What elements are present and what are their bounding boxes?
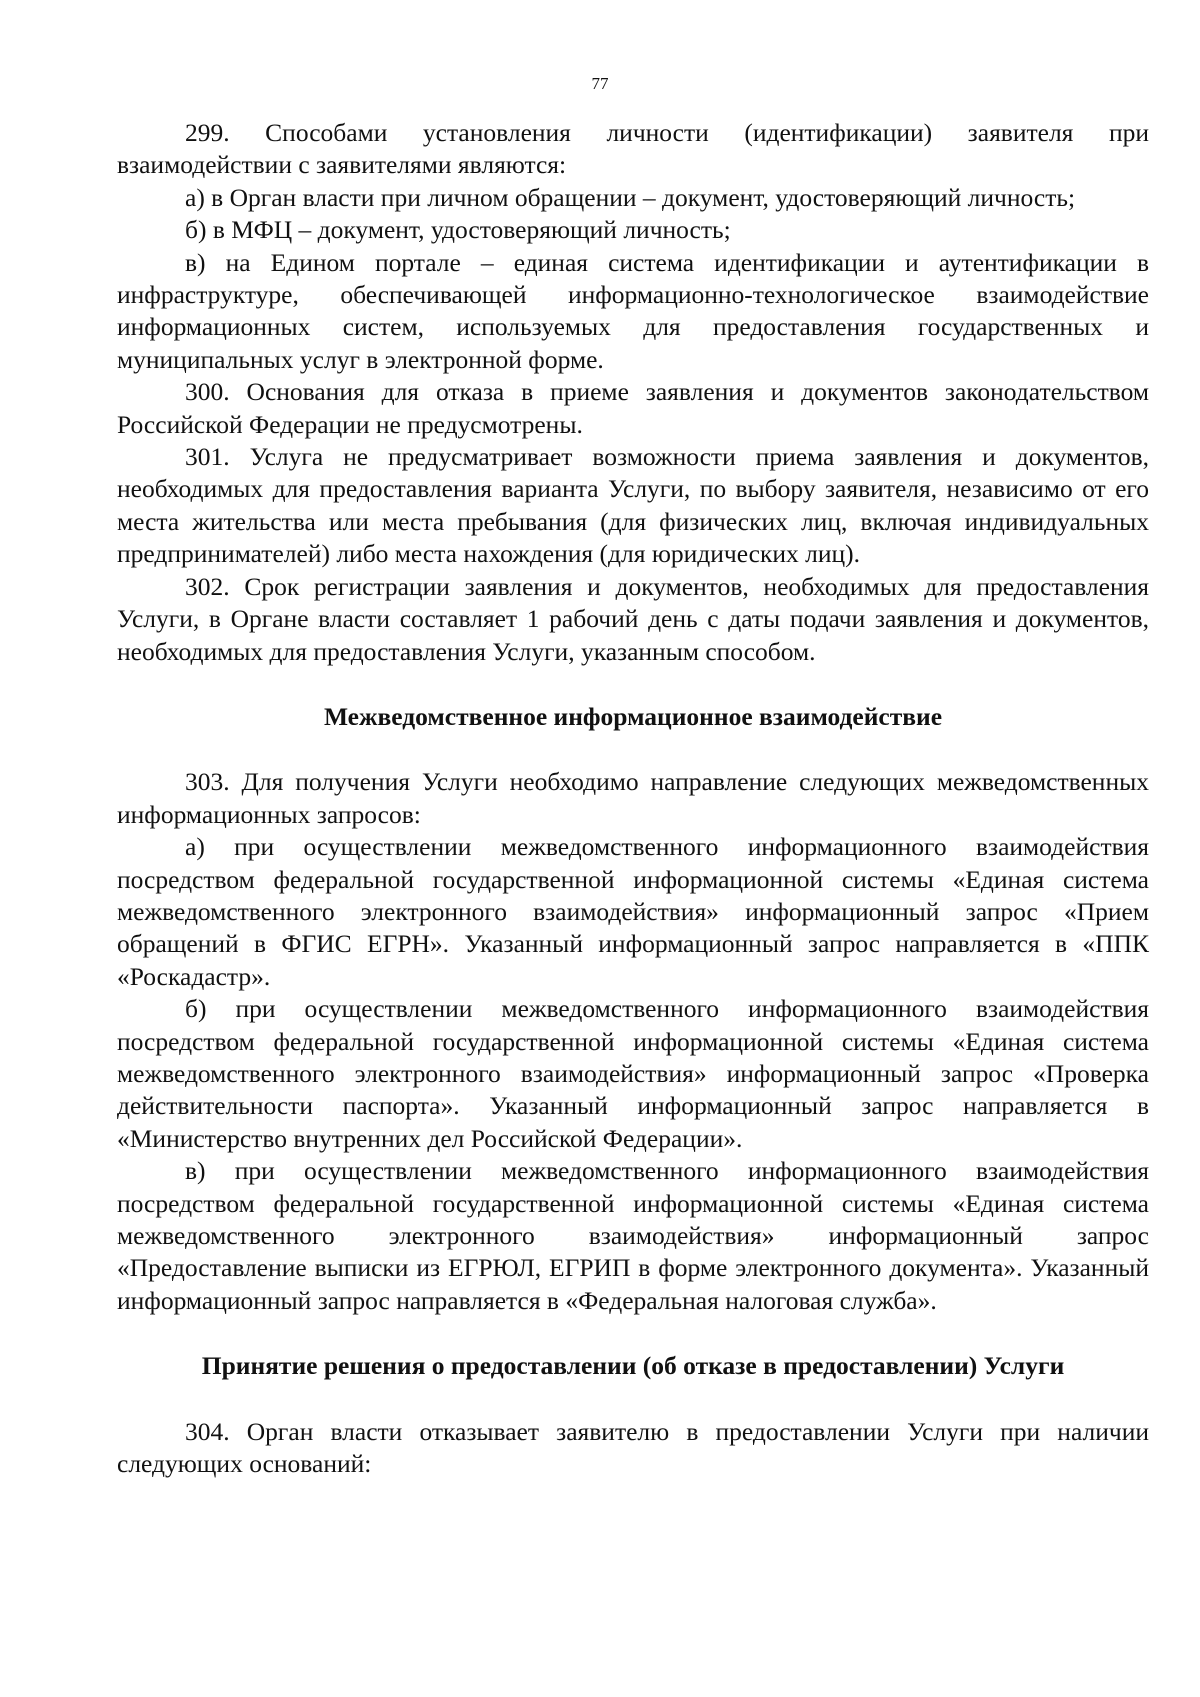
document-body [117,117,1149,1480]
paragraph-300: 300. Основания для отказа в приеме заявления и документов законодательством Российской Федерации не предусмотрены. [117,377,1149,439]
section-heading-interagency: Межведомственное информационное взаимодействие [323,701,943,731]
paragraph-303-a: а) при осуществлении межведомственного информационного взаимодействия посредством федеральной государственной информационной системы «Единая система межведомственного электронного взаимодействия» информационный запрос «Прием обращений в ФГИС ЕГРН». Указанный информационный запрос направляется в «ППК «Роскадастр». [117,832,1149,991]
paragraph-303-v: в) при осуществлении межведомственного информационного взаимодействия посредством федеральной государственной информационной системы «Единая система межведомственного электронного взаимодействия» информационный запрос «Предоставление выписки из ЕГРЮЛ, ЕГРИП в форме электронного документа». Указанный информационный запрос направляется в «Федеральная налоговая служба». [117,1156,1149,1315]
paragraph-299-a: а) в Орган власти при личном обращении – документ, удостоверяющий личность; [185,182,1076,212]
section-heading-decision: Принятие решения о предоставлении (об отказе в предоставлении) Услуги [201,1351,1065,1381]
paragraph-303-b: б) при осуществлении межведомственного информационного взаимодействия посредством федеральной государственной информационной системы «Единая система межведомственного электронного взаимодействия» информационный запрос «Проверка действительности паспорта». Указанный информационный запрос направляется в «Министерство внутренних дел Российской Федерации». [117,994,1149,1153]
paragraph-303: 303. Для получения Услуги необходимо направление следующих межведомственных информационных запросов: [117,767,1149,829]
paragraph-299: 299. Способами установления личности (идентификации) заявителя при взаимодействии с заявителями являются: [117,118,1149,180]
paragraph-299-v: в) на Едином портале – единая система идентификации и аутентификации в инфраструктуре, обеспечивающей информационно-технологическое взаимодействие информационных систем, используемых для предоставления государственных и муниципальных услуг в электронной форме. [117,247,1149,374]
page-number: 77 [591,74,609,93]
paragraph-299-b: б) в МФЦ – документ, удостоверяющий личность; [185,215,731,245]
paragraph-302: 302. Срок регистрации заявления и документов, необходимых для предоставления Услуги, в Органе власти составляет 1 рабочий день с даты подачи заявления и документов, необходимых для предоставления Услуги, указанным способом. [117,571,1149,666]
paragraph-304: 304. Орган власти отказывает заявителю в предоставлении Услуги при наличии следующих оснований: [117,1416,1149,1479]
paragraph-301: 301. Услуга не предусматривает возможности приема заявления и документов, необходимых для предоставления варианта Услуги, по выбору заявителя, независимо от его места жительства или места пребывания (для физических лиц, включая индивидуальных предпринимателей) либо места нахождения (для юридических лиц). [117,442,1149,569]
